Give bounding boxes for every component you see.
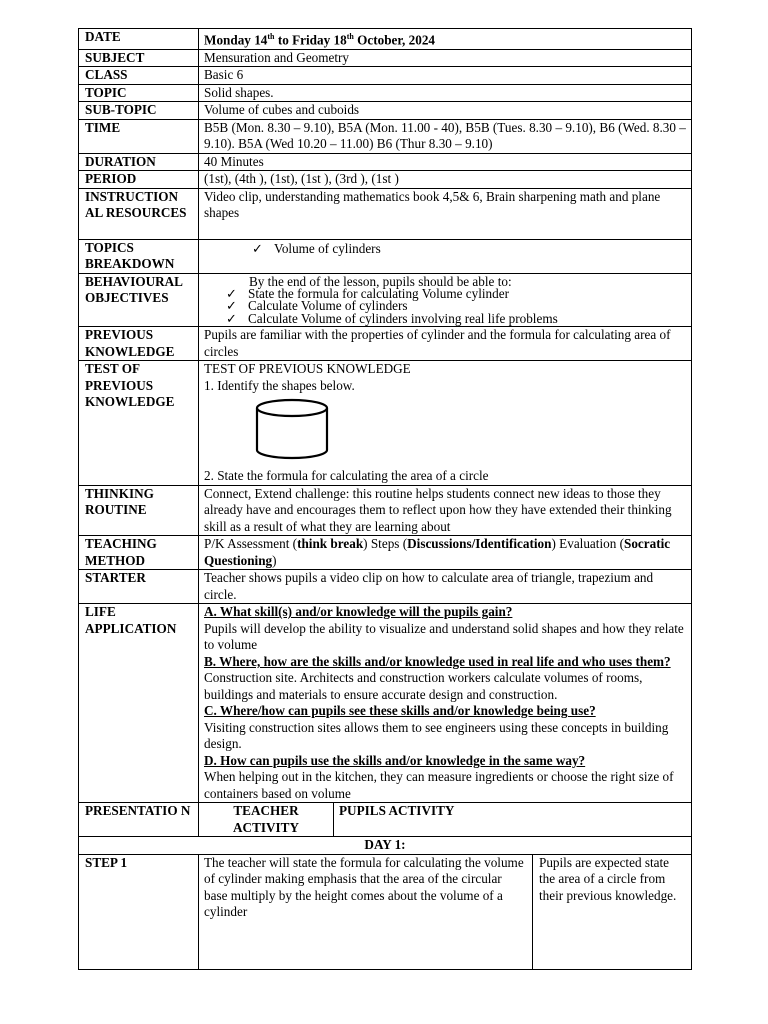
life-value: [199, 604, 692, 803]
life-answer-a: Pupils will develop the ability to visualize and understand solid shapes and how they relate to volume: [204, 620, 684, 653]
row-step1: [79, 854, 692, 969]
presentation-headers: [199, 803, 692, 837]
row-objectives: [79, 273, 692, 327]
breakdown-value: [199, 239, 692, 273]
lesson-plan-table: [78, 28, 692, 970]
row-thinking: [79, 485, 692, 536]
test-question-1: 1. Identify the shapes below.: [204, 377, 355, 393]
row-time: [79, 119, 692, 153]
topic-label: TOPIC: [79, 84, 199, 102]
test-heading: TEST OF PREVIOUS KNOWLEDGE: [204, 361, 411, 377]
row-breakdown: [79, 239, 692, 273]
check-icon: ✓: [226, 298, 238, 314]
life-question-c: C. Where/how can pupils see these skills and/or knowledge being use?: [204, 703, 596, 719]
row-duration: [79, 153, 692, 171]
test-value: [199, 361, 692, 486]
objectives-value: [199, 273, 692, 327]
breakdown-label: TOPICS BREAKDOWN: [79, 239, 199, 273]
class-value: Basic 6: [199, 67, 692, 85]
pupils-activity-header: PUPILS ACTIVITY: [339, 803, 455, 819]
method-label: TEACHING METHOD: [79, 536, 199, 570]
resources-value: Video clip, understanding mathematics book 4,5& 6, Brain sharpening math and plane shapes: [199, 188, 692, 239]
step1-teacher-activity: The teacher will state the formula for calculating the volume of cylinder making emphasis that the area of the circular base multiply by the height comes about the volume of a cylinder: [199, 855, 533, 969]
row-method: [79, 536, 692, 570]
topic-value: Solid shapes.: [199, 84, 692, 102]
duration-value: 40 Minutes: [199, 153, 692, 171]
lesson-plan: [78, 28, 691, 970]
step1-pupils-activity: Pupils are expected state the area of a circle from their previous knowledge.: [539, 854, 677, 903]
subtopic-label: SUB-TOPIC: [79, 102, 199, 120]
row-test: [79, 361, 692, 486]
life-answer-c: Visiting construction sites allows them to see engineers using these concepts in building design.: [204, 719, 669, 752]
subject-value: Mensuration and Geometry: [199, 49, 692, 67]
row-topic: [79, 84, 692, 102]
row-resources: [79, 188, 692, 239]
row-subject: [79, 49, 692, 67]
test-question-2: 2. State the formula for calculating the area of a circle: [204, 468, 489, 484]
objective-item: ✓ Calculate Volume of cylinders: [226, 298, 408, 314]
test-label: TEST OF PREVIOUS KNOWLEDGE: [79, 361, 199, 486]
row-presentation: [79, 803, 692, 837]
row-period: [79, 171, 692, 189]
row-starter: [79, 570, 692, 604]
thinking-label: THINKING ROUTINE: [79, 485, 199, 536]
starter-label: STARTER: [79, 570, 199, 604]
duration-label: DURATION: [79, 153, 199, 171]
row-life: [79, 604, 692, 803]
date-label: DATE: [79, 29, 199, 50]
objectives-label: BEHAVIOURAL OBJECTIVES: [79, 273, 199, 327]
cylinder-icon: [254, 398, 330, 460]
subject-label: SUBJECT: [79, 49, 199, 67]
cylinder-figure: [204, 394, 686, 468]
row-subtopic: [79, 102, 692, 120]
previous-value: Pupils are familiar with the properties of cylinder and the formula for calculating area of circles: [199, 327, 692, 361]
life-answer-d: When helping out in the kitchen, they can measure ingredients or choose the right size of containers based on volume: [204, 769, 674, 801]
thinking-value: Connect, Extend challenge: this routine helps students connect new ideas to those they already have and encourages them to reflect upon how they have extended their thinking skill as a result of what they are learning about: [199, 485, 692, 536]
method-value: P/K Assessment (think break) Steps (Discussions/Identification) Evaluation (Socratic Questioning): [199, 536, 692, 570]
objectives-intro: By the end of the lesson, pupils should be able to:: [249, 273, 512, 289]
check-icon: ✓: [226, 285, 238, 301]
row-date: [79, 29, 692, 50]
objective-item: ✓ State the formula for calculating Volume cylinder: [226, 285, 509, 301]
row-day: [79, 837, 692, 855]
time-label: TIME: [79, 119, 199, 153]
life-question-a: A. What skill(s) and/or knowledge will the pupils gain?: [204, 604, 513, 620]
period-label: PERIOD: [79, 171, 199, 189]
resources-label: INSTRUCTION AL RESOURCES: [79, 188, 199, 239]
previous-label: PREVIOUS KNOWLEDGE: [79, 327, 199, 361]
row-class: [79, 67, 692, 85]
presentation-label: PRESENTATIO N: [79, 803, 199, 837]
life-label: LIFE APPLICATION: [79, 604, 199, 803]
life-answer-b: Construction site. Architects and construction workers calculate volumes of rooms, buildings and materials to ensure accurate design and construction.: [204, 670, 643, 702]
step1-content: [199, 854, 692, 969]
breakdown-item: ✓ Volume of cylinders: [252, 240, 381, 256]
period-value: (1st), (4th ), (1st), (1st ), (3rd ), (1st ): [199, 171, 692, 189]
objectives-list: [204, 285, 686, 326]
date-value: Monday 14th to Friday 18th October, 2024: [199, 29, 692, 50]
subtopic-value: Volume of cubes and cuboids: [199, 102, 692, 120]
objective-item: ✓ Calculate Volume of cylinders involving real life problems: [226, 310, 558, 326]
class-label: CLASS: [79, 67, 199, 85]
life-question-d: D. How can pupils use the skills and/or knowledge in the same way?: [204, 752, 586, 768]
starter-value: Teacher shows pupils a video clip on how to calculate area of triangle, trapezium and circle.: [199, 570, 692, 604]
day-heading: DAY 1:: [79, 837, 692, 855]
step1-label: STEP 1: [79, 854, 199, 969]
teacher-activity-header: TEACHER ACTIVITY: [199, 803, 334, 836]
row-previous: [79, 327, 692, 361]
check-icon: ✓: [252, 240, 264, 256]
life-question-b: B. Where, how are the skills and/or knowledge used in real life and who uses them?: [204, 653, 671, 669]
time-value: B5B (Mon. 8.30 – 9.10), B5A (Mon. 11.00 - 40), B5B (Tues. 8.30 – 9.10), B6 (Wed. 8.30 – 9.10). B5A (Wed 10.20 – 11.00) B6 (Thur 8.30 – 9.10): [199, 119, 692, 153]
check-icon: ✓: [226, 310, 238, 326]
